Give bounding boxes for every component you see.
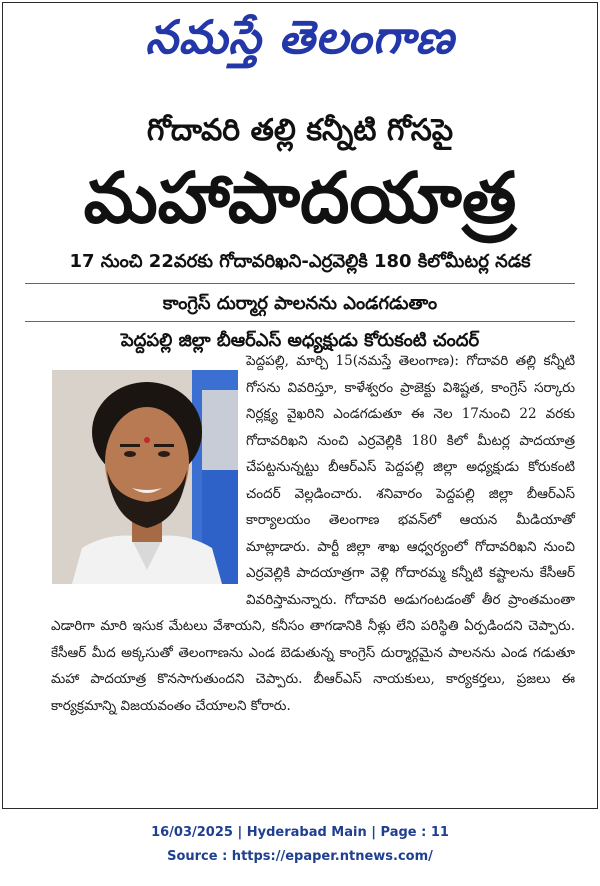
article-body-text: పెద్దపల్లి, మార్చి 15(నమస్తే తెలంగాణ): గోదావరి తల్లి కన్నీటి గోసను వివరిస్తూ, కాళేశ్వరం ప్రాజెక్టు విశిష్టత, కాంగ్రెస్ సర్కారు నిర్లక్ష్య వైఖరిని ఎండగడుతూ ఈ నెల 17నుంచి 22 వరకు గోదావరిఖని నుంచి ఎర్రవెల్లికి 180 కిలో మీటర్ల పాదయాత్ర చేపట్టనున్నట్టు బీఆర్ఎస్ పెద్దపల్లి జిల్లా అధ్యక్షుడు కోరుకంటి చందర్ వెల్లడించారు. శనివారం పెద్దపల్లి జిల్లా బీఆర్ఎస్ కార్యాలయం తెలంగాణ భవన్‌లో ఆయన మీడియాతో మాట్లాడారు. పార్టీ జిల్లా శాఖ ఆధ్వర్యంలో గోదావరిఖని నుంచి ఎర్రవెల్లికి పాదయాత్రగా వెళ్లి గోదారమ్మ కన్నీటి కష్టాలను కేసీఆర్ వివరిస్తామన్నారు. గోదావరి అడుగంటడంతో తీర ప్రాంతమంతా ఎడారిగా మారి ఇసుక మేటలు వేశాయని, కనీసం తాగడానికి నీళ్లు లేని పరిస్థితి ఏర్పడిందని చెప్పారు. కేసీఆర్ మీద అక్కసుతో తెలంగాణను ఎండ బెడుతున్న కాంగ్రెస్ దుర్మార్గమైన పాలనను ఎండ గడుతూ మహా పాదయాత్ర కొనసాగుతుందని చెప్పారు. బీఆర్ఎస్ నాయకులు, కార్యకర్తలు, ప్రజలు ఈ కార్యక్రమాన్ని విజయవంతం చేయాలని కోరారు.: [51, 353, 575, 714]
article-kicker: గోదావరి తల్లి కన్నీటి గోసపై: [146, 113, 454, 148]
footer-edition-info: 16/03/2025 | Hyderabad Main | Page : 11: [151, 825, 449, 840]
photo-spacer: [51, 348, 246, 590]
article-deck-2: పెద్దపల్లి జిల్లా బీఆర్ఎస్ అధ్యక్షుడు కోరుకంటి చందర్: [120, 330, 480, 351]
article-body: [51, 348, 575, 803]
footer-source-link[interactable]: Source : https://epaper.ntnews.com/: [167, 849, 433, 864]
masthead-logo: నమస్తే తెలంగాణ: [145, 10, 455, 64]
divider: [25, 321, 575, 322]
article-subhead: 17 నుంచి 22వరకు గోదావరిఖని-ఎర్రవెల్లికి 180 కిలోమీటర్ల నడక: [69, 251, 531, 272]
article-headline: మహాపాదయాత్ర: [83, 157, 517, 239]
article-deck-1: కాంగ్రెస్ దుర్మార్గ పాలనను ఎండగడుతాం: [162, 293, 438, 314]
divider: [25, 283, 575, 284]
newspaper-clipping: [2, 2, 598, 809]
